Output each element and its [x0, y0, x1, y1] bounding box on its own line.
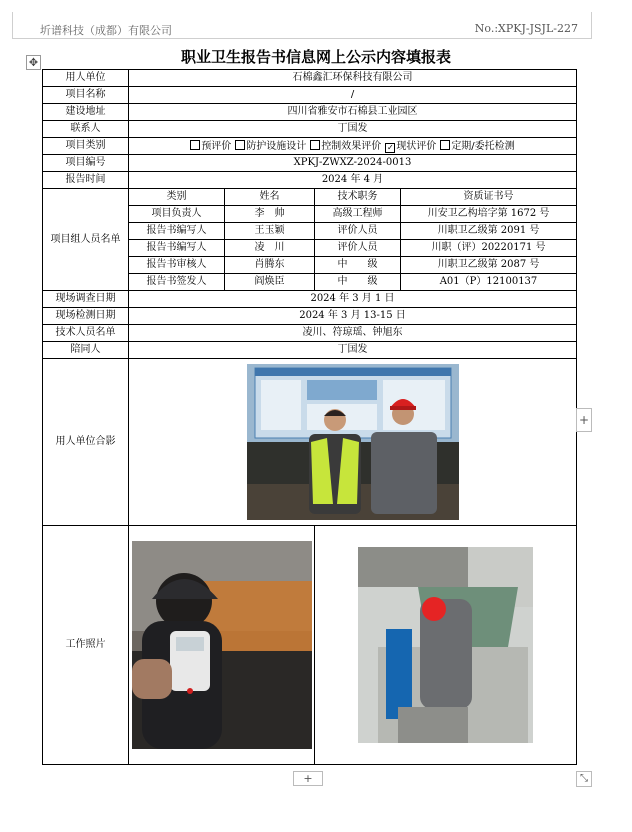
- row-project-no: [43, 155, 577, 172]
- team-title: 评价人员: [315, 223, 401, 240]
- row-site-test: [43, 308, 577, 325]
- tech-staff-value: 凌川、符琼瑶、钟旭东: [129, 325, 577, 342]
- category-option[interactable]: [190, 141, 231, 152]
- contact-label: 联系人: [43, 121, 129, 138]
- team-role: 报告书签发人: [129, 274, 225, 291]
- category-option[interactable]: [385, 141, 436, 152]
- site-survey-label: 现场调查日期: [43, 291, 129, 308]
- row-report-time: [43, 172, 577, 189]
- tech-staff-label: 技术人员名单: [43, 325, 129, 342]
- team-header-name: 姓名: [225, 189, 315, 206]
- row-work-photos: [43, 526, 577, 765]
- project-no-label: 项目编号: [43, 155, 129, 172]
- team-cert: A01（P）12100137: [401, 274, 577, 291]
- project-no-value: XPKJ-ZWXZ-2024-0013: [129, 155, 577, 172]
- row-site-survey: [43, 291, 577, 308]
- team-title: 中 级: [315, 257, 401, 274]
- add-column-button[interactable]: +: [576, 408, 592, 432]
- team-role: 项目负责人: [129, 206, 225, 223]
- team-name: 肖腾东: [225, 257, 315, 274]
- category-option-label: 防护设施设计: [246, 140, 307, 152]
- contact-value: 丁国发: [129, 121, 577, 138]
- header-company: 圻谱科技（成都）有限公司: [40, 24, 172, 37]
- team-cert: 川安卫乙构培字第 1672 号: [401, 206, 577, 223]
- team-role: 报告书编写人: [129, 223, 225, 240]
- row-contact: [43, 121, 577, 138]
- project-name-value: /: [129, 87, 577, 104]
- header-corner-left: [12, 12, 13, 38]
- escort-label: 陪同人: [43, 342, 129, 359]
- row-escort: [43, 342, 577, 359]
- address-value: 四川省雅安市石棉县工业园区: [129, 104, 577, 121]
- team-name: 阎焕臣: [225, 274, 315, 291]
- team-role: 报告书编写人: [129, 240, 225, 257]
- employer-label: 用人单位: [43, 70, 129, 87]
- page-title: 职业卫生报告书信息网上公示内容填报表: [180, 48, 451, 66]
- team-header-title: 技术职务: [315, 189, 401, 206]
- row-group-photo: [43, 359, 577, 526]
- category-option-label: 控制效果评价: [321, 140, 382, 152]
- team-cert: 川职（评）20220171 号: [401, 240, 577, 257]
- employer-value: 石棉鑫汇环保科技有限公司: [129, 70, 577, 87]
- project-name-label: 项目名称: [43, 87, 129, 104]
- site-test-label: 现场检测日期: [43, 308, 129, 325]
- category-option[interactable]: [440, 141, 514, 152]
- work-photo-equipment: [358, 547, 533, 743]
- team-name: 李 帅: [225, 206, 315, 223]
- team-label: 项目组人员名单: [43, 189, 129, 291]
- team-header-category: 类别: [129, 189, 225, 206]
- group-photo-label: 用人单位合影: [43, 359, 129, 526]
- disclosure-form-table: [42, 69, 577, 765]
- row-address: [43, 104, 577, 121]
- team-name: 凌 川: [225, 240, 315, 257]
- category-option[interactable]: [310, 141, 381, 152]
- unchecked-box-icon[interactable]: [440, 140, 450, 150]
- team-cert: 川职卫乙级第 2087 号: [401, 257, 577, 274]
- category-option-label: 预评价: [201, 140, 232, 152]
- work-photo-cell-right: [315, 526, 577, 765]
- team-title: 评价人员: [315, 240, 401, 257]
- report-time-value: 2024 年 4 月: [129, 172, 577, 189]
- team-role: 报告书审核人: [129, 257, 225, 274]
- header-doc-number: No.:XPKJ-JSJL-227: [474, 22, 578, 35]
- team-header-row: [43, 189, 577, 206]
- team-name: 王玉颖: [225, 223, 315, 240]
- work-photo-detector: [132, 541, 312, 749]
- site-test-value: 2024 年 3 月 13-15 日: [129, 308, 577, 325]
- category-option-label: 定期/委托检测: [451, 140, 515, 152]
- add-row-button[interactable]: +: [293, 771, 323, 786]
- table-resize-icon[interactable]: ⤡: [576, 771, 592, 787]
- category-label: 项目类别: [43, 138, 129, 155]
- report-time-label: 报告时间: [43, 172, 129, 189]
- unchecked-box-icon[interactable]: [190, 140, 200, 150]
- unchecked-box-icon[interactable]: [235, 140, 245, 150]
- address-label: 建设地址: [43, 104, 129, 121]
- team-title: 中 级: [315, 274, 401, 291]
- row-employer: [43, 70, 577, 87]
- row-category: [43, 138, 577, 155]
- row-project-name: [43, 87, 577, 104]
- group-photo-cell: [129, 359, 577, 526]
- work-photo-label: 工作照片: [43, 526, 129, 765]
- team-title: 高级工程师: [315, 206, 401, 223]
- unchecked-box-icon[interactable]: [310, 140, 320, 150]
- category-option-label: 现状评价: [396, 140, 437, 152]
- table-move-handle-icon[interactable]: ✥: [26, 55, 41, 70]
- category-option[interactable]: [235, 141, 306, 152]
- site-survey-value: 2024 年 3 月 1 日: [129, 291, 577, 308]
- team-cert: 川职卫乙级第 2091 号: [401, 223, 577, 240]
- team-header-cert: 资质证书号: [401, 189, 577, 206]
- header-corner-right: [591, 12, 592, 38]
- category-options: [129, 138, 577, 155]
- group-photo: [247, 364, 459, 520]
- work-photo-cell-left: [129, 526, 315, 765]
- checked-box-icon[interactable]: ✓: [386, 142, 394, 152]
- row-tech-staff: [43, 325, 577, 342]
- header-rule: [12, 38, 592, 39]
- escort-value: 丁国发: [129, 342, 577, 359]
